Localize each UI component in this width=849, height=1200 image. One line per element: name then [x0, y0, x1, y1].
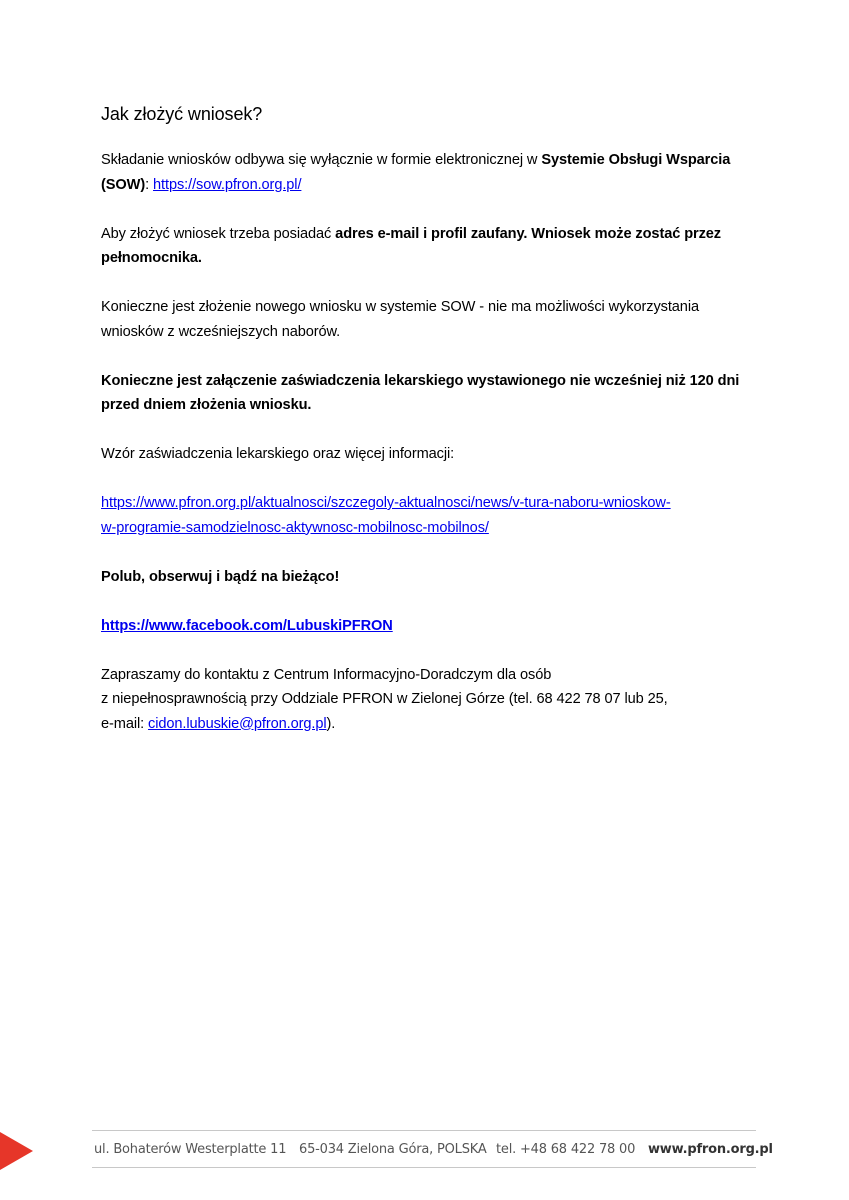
paragraph-contact — [101, 663, 761, 737]
footer-divider-bottom — [92, 1167, 756, 1168]
contact-email-suffix: ). — [326, 715, 336, 732]
footer-address: ul. Bohaterów Westerplatte 11 — [94, 1142, 287, 1157]
sow-intro-text: Składanie wniosków odbywa się wyłącznie w formie elektronicznej w — [101, 152, 542, 168]
paragraph-follow — [101, 565, 761, 590]
sow-link[interactable]: https://sow.pfron.org.pl/ — [153, 176, 302, 193]
news-link-line2: w-programie-samodzielnosc-aktywnosc-mobilnosc-mobilnos/ — [101, 519, 489, 536]
paragraph-new-application — [101, 295, 761, 344]
page-title: Jak złożyć wniosek? — [101, 104, 263, 124]
footer-phone: tel. +48 68 422 78 00 — [496, 1142, 636, 1157]
requirements-bold: adres e-mail i profil zaufany. Wniosek może zostać przez pełnomocnika. — [101, 225, 722, 266]
paragraph-template-info — [101, 442, 761, 467]
news-link-line1: https://www.pfron.org.pl/aktualnosci/szczegoly-aktualnosci/news/v-tura-naboru-wnioskow- — [101, 495, 671, 511]
news-link[interactable] — [101, 495, 671, 536]
template-info-text: Wzór zaświadczenia lekarskiego oraz więcej informacji: — [101, 446, 455, 462]
paragraph-news-link — [101, 491, 761, 540]
contact-line1: Zapraszamy do kontaktu z Centrum Informacyjno-Doradczym dla osób — [101, 666, 552, 683]
footer-city: 65-034 Zielona Góra, POLSKA — [299, 1142, 487, 1157]
sow-system-name: Systemie Obsługi Wsparcia (SOW) — [101, 152, 731, 193]
new-application-text: Konieczne jest złożenie nowego wniosku w systemie SOW - nie ma możliwości wykorzystania wniosków z wcześniejszych naborów. — [101, 299, 699, 340]
red-arrow-icon — [0, 1132, 33, 1170]
sow-colon: : — [145, 176, 154, 193]
contact-email-prefix: e-mail: — [101, 715, 149, 732]
footer-divider-top — [92, 1130, 756, 1131]
contact-line2: z niepełnosprawnością przy Oddziale PFRON w Zielonej Górze (tel. 68 422 78 07 lub 25, — [101, 691, 668, 707]
document-body — [101, 100, 761, 761]
paragraph-medical-certificate — [101, 369, 761, 418]
requirements-text: Aby złożyć wniosek trzeba posiadać — [101, 225, 336, 242]
footer-website[interactable]: www.pfron.org.pl — [648, 1142, 773, 1157]
paragraph-requirements — [101, 222, 761, 271]
contact-email-link[interactable]: cidon.lubuskie@pfron.org.pl — [148, 715, 327, 732]
follow-text: Polub, obserwuj i bądź na bieżąco! — [101, 568, 340, 585]
paragraph-sow-info — [101, 148, 761, 197]
medical-certificate-text: Konieczne jest załączenie zaświadczenia lekarskiego wystawionego nie wcześniej niż 120 dni przed dniem złożenia wniosku. — [101, 372, 740, 413]
paragraph-facebook — [101, 614, 761, 639]
page-footer — [0, 1130, 849, 1180]
facebook-link[interactable]: https://www.facebook.com/LubuskiPFRON — [101, 617, 393, 634]
